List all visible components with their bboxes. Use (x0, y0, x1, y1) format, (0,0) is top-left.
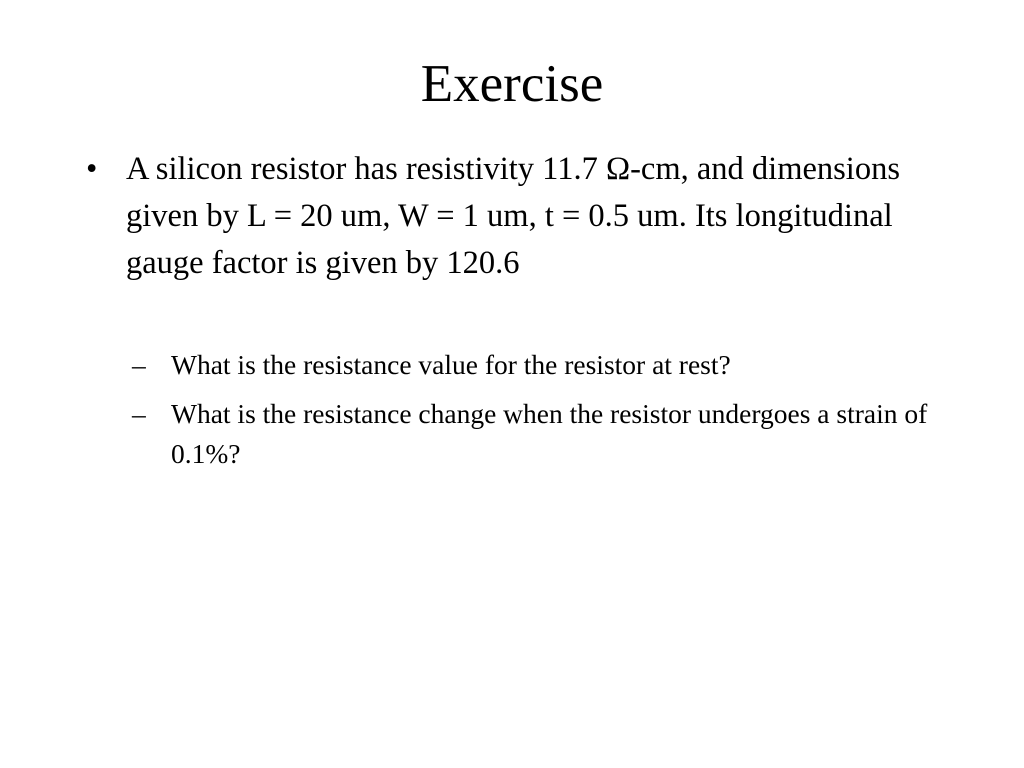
subbullet-item (86, 345, 946, 385)
subbullet-text: What is the resistance change when the resistor undergoes a strain of 0.1%? (171, 398, 928, 469)
dash-marker: – (132, 398, 146, 429)
subbullet-text: What is the resistance value for the resistor at rest? (171, 349, 731, 380)
bullet-text: A silicon resistor has resistivity 11.7 Ω-cm, and dimensions given by L = 20 um, W = 1 um, t = 0.5 um. Its longitudinal gauge factor is given by 120.6 (126, 151, 900, 281)
dash-marker: – (132, 349, 146, 380)
subbullet-list (86, 343, 946, 483)
bullet-item (86, 146, 946, 287)
bullet-marker: • (86, 151, 98, 187)
bullet-list (86, 146, 946, 292)
slide-title: Exercise (420, 55, 604, 113)
subbullet-item (86, 394, 946, 474)
